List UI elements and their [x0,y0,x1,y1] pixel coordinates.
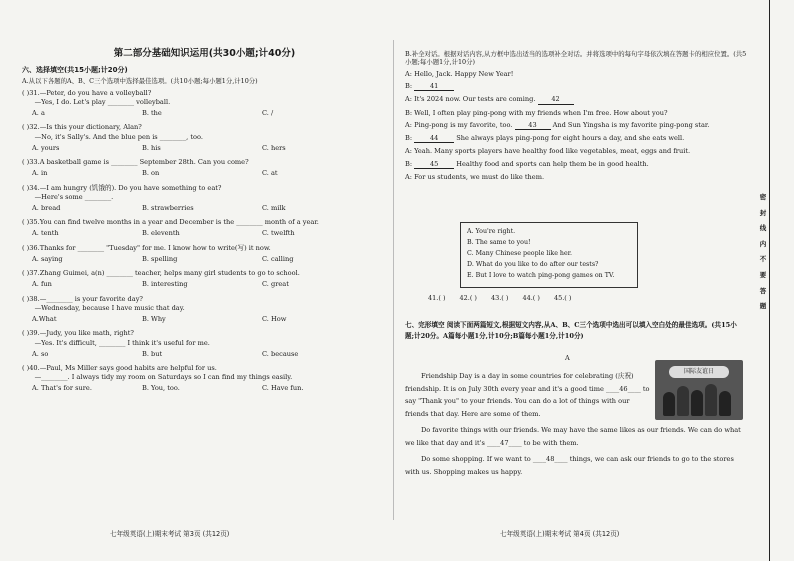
question-options [22,384,387,392]
question-options [22,229,387,237]
question-line: ( )32.—Is this your dictionary, Alan? [22,123,142,132]
passage-paragraph: Friendship Day is a day in some countries for celebrating (庆祝) friendship. It is on July 30th every year and it's a good time ____46____ to say "Thank you" to your friends. You can do a lot of things with our friends that day. Here are some of them. [405,372,650,418]
page-divider [393,40,394,520]
dialog-blank[interactable]: 43 [515,121,551,130]
question-options [22,280,387,288]
option-c[interactable]: C. milk [262,203,286,212]
answer-slot[interactable]: 44.( ) [522,294,540,302]
option-a[interactable]: A. saying [32,254,63,263]
dialog-line: A: Ping-pong is my favorite, too. 43 And Sun Yingsha is my favorite ping-pong star. [405,120,710,129]
question-item [22,364,387,393]
option-a[interactable]: A. so [32,349,49,358]
options-box [460,222,638,288]
question-options [22,315,387,323]
question-line: ( )38.—________ is your favorite day? [22,294,143,303]
question-line: ( )35.You can find twelve months in a year and December is the ________ month of a year. [22,218,319,227]
box-option: B. The same to you! [467,239,531,246]
option-c[interactable]: C. / [262,109,274,118]
right-page [405,48,750,185]
seal-char: 线 [759,224,767,233]
section-heading: 六、选择填空(共15小题;计20分) [22,65,128,74]
option-a[interactable]: A. tenth [32,229,59,238]
option-a[interactable]: A.What [32,315,57,324]
option-b[interactable]: B. strawberries [142,203,194,212]
option-a[interactable]: A. in [32,169,48,178]
dialog-blank[interactable]: 45 [414,160,454,169]
option-c[interactable]: C. hers [262,143,286,152]
dialog-blank[interactable]: 41 [414,82,454,91]
seal-char: 封 [759,208,767,217]
option-a[interactable]: A. a [32,109,45,118]
question-line: ( )33.A basketball game is ________ September 28th. Can you come? [22,158,249,167]
option-c[interactable]: C. at [262,169,278,178]
question-line: —Here's some ________. [22,192,114,201]
option-a[interactable]: A. fun [32,280,52,289]
dialog-blank[interactable]: 44 [414,134,454,143]
dialog-line: A: Hello, Jack. Happy New Year! [405,70,514,78]
question-options [22,169,387,177]
answer-slots [428,294,585,302]
question-item [22,329,387,358]
option-b[interactable]: B. his [142,143,161,152]
seal-char: 题 [759,302,767,311]
dialog-line: B: 44 She always plays ping-pong for eight hours a day, and she eats well. [405,134,685,143]
question-line: —Wednesday, because I have music that day. [22,303,185,312]
option-c[interactable]: C. Have fun. [262,384,304,393]
dialog-line: A: It's 2024 now. Our tests are coming. 42 [405,95,750,104]
picture-caption: 国际友谊日 [669,366,729,378]
seal-line-text [757,190,769,315]
dialog-instructions: B.补全对话。根据对话内容,从方框中选出适当的选项补全对话。并将选项中的每句字母依次填在答题卡的相应位置。(共5小题;每小题1分,计10分) [405,50,747,66]
option-a[interactable]: A. yours [32,143,60,152]
question-item [22,123,387,152]
question-options [22,144,387,152]
question-item [22,295,387,324]
question-line: ( )34.—I am hungry (饥饿的). Do you have something to eat? [22,183,222,192]
option-c[interactable]: C. great [262,280,289,289]
question-line: —________. I always tidy my room on Saturdays so I can find my things easily. [22,373,293,382]
answer-slot[interactable]: 41.( ) [428,294,446,302]
option-c[interactable]: C. calling [262,254,294,263]
option-a[interactable]: A. bread [32,203,61,212]
option-b[interactable]: B. but [142,349,163,358]
answer-slot[interactable]: 42.( ) [459,294,477,302]
seal-char: 答 [759,286,767,295]
question-item [22,184,387,213]
question-line: —No, it's Sally's. And the blue pen is ________, too. [22,132,203,141]
friendship-day-picture [655,360,743,420]
binding-strip [745,0,794,561]
cloze-heading: 七、完形填空 阅读下面两篇短文,根据短文内容,从A、B、C三个选项中选出可以填入空白处的最佳选项。(共15小题;计20分。A篇每小题1分,计10分;B篇每小题1分,计10分) [405,321,737,340]
left-footer: 七年级英语(上)期末考试 第3页 (共12页) [110,530,230,538]
option-b[interactable]: B. Why [142,315,166,324]
section-title: 第二部分基础知识运用(共30小题;计40分) [113,48,296,59]
dialog-line: A: Yeah. Many sports players have healthy food like vegetables, meat, eggs and fruit. [405,147,691,156]
option-b[interactable]: B. interesting [142,280,188,289]
option-c[interactable]: C. because [262,349,299,358]
question-options [22,204,387,212]
instructions: A.从以下各题的A、B、C三个选项中选择最佳选项。(共10小题;每小题1分,计10分) [22,76,258,85]
option-b[interactable]: B. the [142,109,162,118]
option-a[interactable]: A. That's for sure. [32,384,92,393]
box-option: C. Many Chinese people like her. [467,250,573,257]
answer-slot[interactable]: 45.( ) [553,294,572,302]
question-options [22,255,387,263]
box-option: A. You're right. [467,228,516,235]
option-c[interactable]: C. How [262,315,287,324]
option-b[interactable]: B. spelling [142,254,178,263]
seal-char: 内 [759,239,767,248]
option-b[interactable]: B. eleventh [142,229,180,238]
question-options [22,350,387,358]
question-item [22,89,387,118]
question-line: ( )31.—Peter, do you have a volleyball? [22,88,152,97]
answer-slot[interactable]: 43.( ) [490,294,509,302]
box-option: E. But I love to watch ping-pong games on TV. [467,272,615,279]
question-line: —Yes, I do. Let's play ________ volleyball. [22,97,171,106]
dialog [405,70,750,181]
seal-char: 要 [759,270,767,279]
question-list [22,89,387,393]
dialog-line: B: 41 [405,82,750,91]
box-option: D. What do you like to do after our tests? [467,261,599,268]
question-options [22,109,387,117]
option-c[interactable]: C. twelfth [262,229,295,238]
passage-paragraph: Do some shopping. If we want to ____48____ things, we can ask our friends to go to the stores with us. Shopping makes us happy. [405,455,734,476]
question-item [22,269,387,288]
question-line: ( )40.—Paul, Ms Miller says good habits are helpful for us. [22,364,217,373]
question-item [22,244,387,263]
option-b[interactable]: B. You, too. [142,384,180,393]
left-page [22,48,387,399]
seal-line [769,0,770,561]
dialog-blank[interactable]: 42 [538,95,574,104]
option-b[interactable]: B. on [142,169,160,178]
seal-char: 不 [759,255,767,264]
cloze-label: A [565,354,570,362]
seal-char: 密 [759,193,767,201]
question-line: ( )36.Thanks for ________ "Tuesday" for me. I know how to write(写) it now. [22,243,271,252]
right-footer: 七年级英语(上)期末考试 第4页 (共12页) [500,530,620,538]
dialog-line: B: 45 Healthy food and sports can help them be in good health. [405,159,649,168]
dialog-line: A: For us students, we must do like them. [405,172,545,181]
question-item [22,218,387,237]
dialog-line: B: Well, I often play ping-pong with my friends when I'm free. How about you? [405,108,668,117]
passage-paragraph: Do favorite things with our friends. We may have the same likes as our friends. We can do what we like that day and it's ____47____ to be with them. [405,426,741,447]
question-line: ( )39.—Judy, you like math, right? [22,329,134,338]
question-item [22,158,387,177]
question-line: —Yes. It's difficult, ________ I think it's useful for me. [22,338,210,347]
question-line: ( )37.Zhang Guimei, a(n) ________ teacher, helps many girl students to go to school. [22,269,300,278]
